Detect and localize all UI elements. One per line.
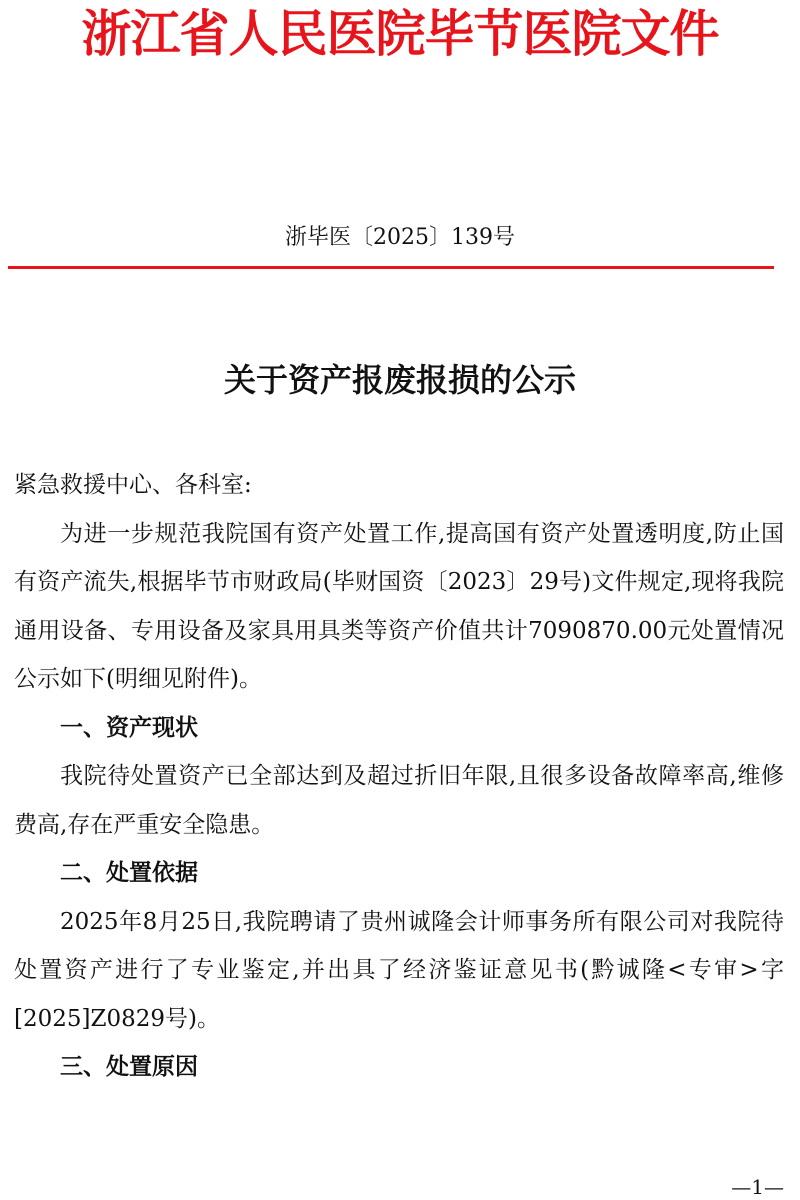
section-paragraph-1: 我院待处置资产已全部达到及超过折旧年限,且很多设备故障率高,维修费高,存在严重安全隐患。: [14, 763, 784, 838]
section-heading-2: 二、处置依据: [60, 860, 198, 886]
section-heading-1: 一、资产现状: [60, 714, 198, 741]
page-number: —1—: [731, 1175, 784, 1199]
document-title: 关于资产报废报损的公示: [223, 361, 576, 399]
section-heading-3: 三、处置原因: [60, 1054, 198, 1080]
intro-paragraph: 为进一步规范我院国有资产处置工作,提高国有资产处置透明度,防止国有资产流失,根据毕节市财政局(毕财国资〔2023〕29号)文件规定,现将我院通用设备、专用设备及家具用具类等资产价值共计7090870.00元处置情况公示如下(明细见附件)。: [14, 520, 784, 692]
red-divider-line: [8, 266, 774, 269]
salutation: 紧急救援中心、各科室:: [14, 472, 252, 498]
section-paragraph-2: 2025年8月25日,我院聘请了贵州诚隆会计师事务所有限公司对我院待处置资产进行了专业鉴定,并出具了经济鉴证意见书(黔诚隆<专审>字[2025]Z0829号)。: [14, 908, 784, 1032]
document-number: 浙毕医〔2025〕139号: [285, 225, 515, 250]
document-masthead: 浙江省人民医院毕节医院文件: [81, 4, 719, 63]
document-body: [14, 461, 784, 1092]
